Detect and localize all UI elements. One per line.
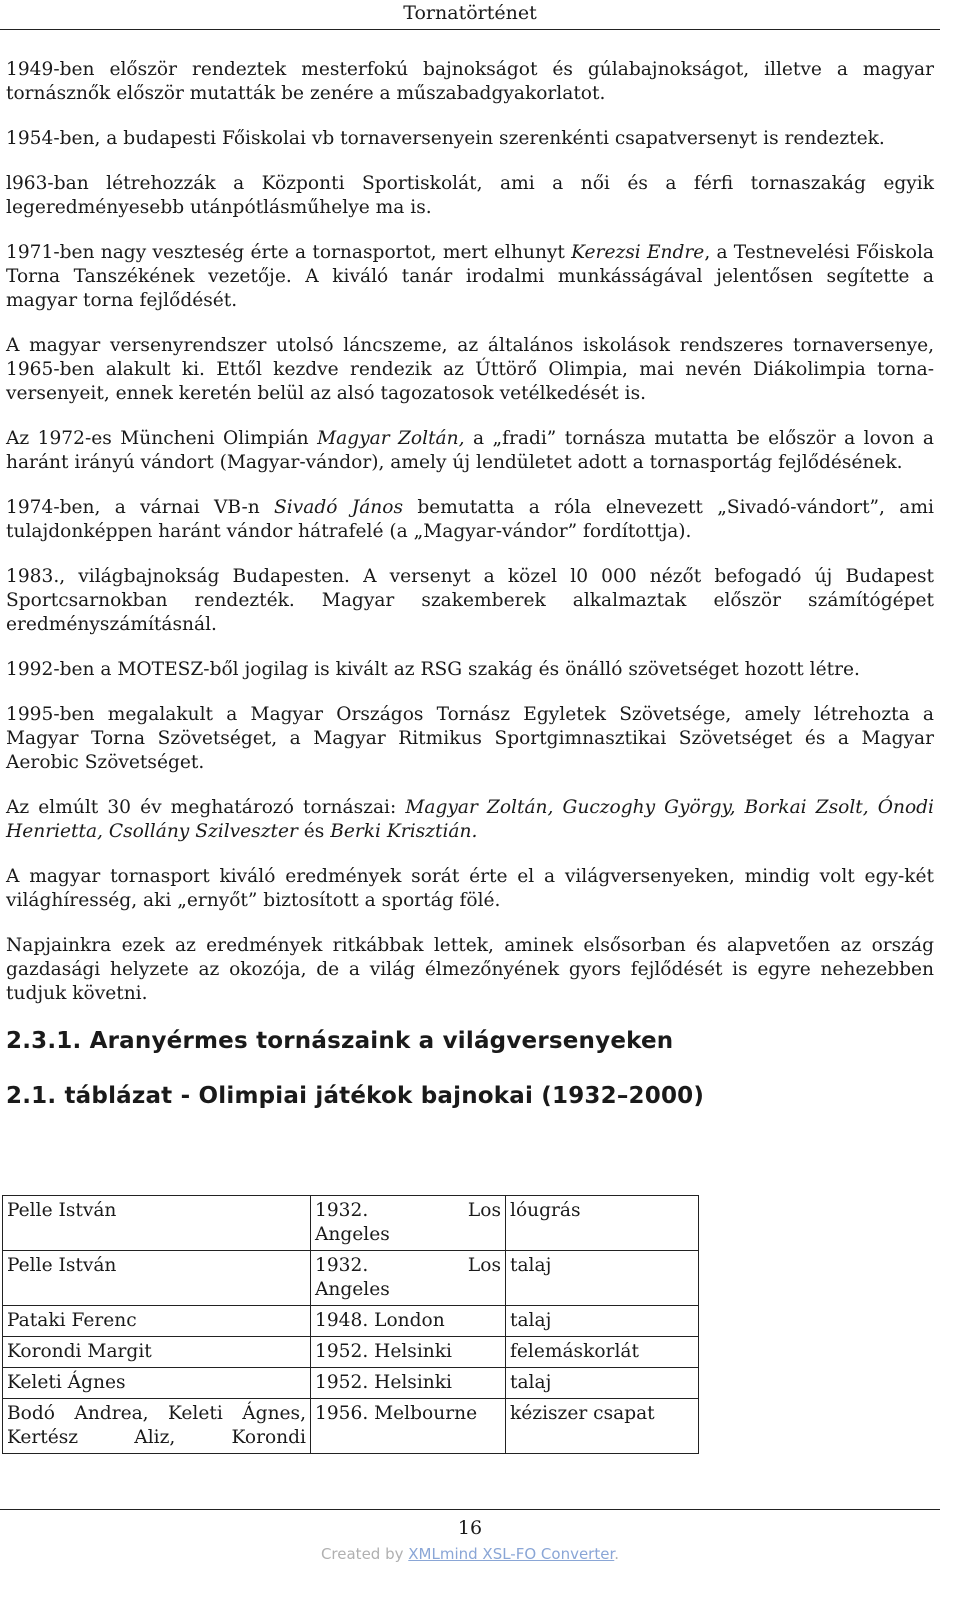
discipline-cell: lóugrás	[506, 1196, 699, 1251]
table-row	[3, 1306, 699, 1337]
italic-name: Berki Krisztián.	[330, 821, 478, 842]
credit-prefix: Created by	[320, 1545, 409, 1563]
text-run: és	[297, 821, 331, 842]
olympics-city-part: Angeles	[315, 1279, 390, 1300]
paragraph	[6, 172, 934, 220]
olympics-cell: 1948. London	[311, 1306, 506, 1337]
italic-name: Sivadó János	[274, 497, 404, 518]
athlete-name-cell: Bodó Andrea, Keleti Ágnes, Kertész Aliz, Korondi	[3, 1399, 311, 1454]
athlete-name-cell: Keleti Ágnes	[3, 1368, 311, 1399]
text-run: 1992-ben a MOTESZ-ből jogilag is kivált az RSG szakág és önálló szövetséget hozott létre.	[6, 659, 860, 680]
paragraph	[6, 427, 934, 475]
text-run: , a Testnevelési Főiskola Torna Tanszékének vezetője. A kiváló tanár irodalmi munkásságával jelentősen segítette a magyar torna fejlődését.	[6, 242, 934, 311]
document-body	[6, 58, 934, 1110]
olympics-city-part: Los	[467, 1255, 501, 1276]
text-run: a „fradi” tornásza mutatta be először a lovon a haránt irányú vándort (Magyar-vándor), amely új lendületet adott a tornasportág fejlődésének.	[6, 428, 934, 473]
olympics-year: 1932.	[315, 1200, 369, 1221]
athlete-name-cell: Pelle István	[3, 1251, 311, 1306]
olympics-cell	[311, 1196, 506, 1251]
paragraph	[6, 796, 934, 844]
text-run: Napjainkra ezek az eredmények ritkábbak lettek, aminek elsősorban és alapvetően az ország gazdasági helyzete az okozója, de a világ élmezőnyének gyors fejlődését is egyre nehezebben tudjuk követni.	[6, 935, 934, 1004]
paragraph	[6, 58, 934, 106]
italic-name: Magyar Zoltán,	[317, 428, 465, 449]
paragraph	[6, 703, 934, 775]
olympics-line	[315, 1199, 501, 1223]
olympic-champions-table	[2, 1195, 699, 1454]
table-row	[3, 1368, 699, 1399]
paragraph	[6, 865, 934, 913]
discipline-cell: talaj	[506, 1306, 699, 1337]
paragraph	[6, 934, 934, 1006]
table-row	[3, 1337, 699, 1368]
text-run: A magyar versenyrendszer utolsó láncszeme, az általános iskolások rendszeres tornaversenye, 1965-ben alakult ki. Ettől kezdve rendezik az Úttörő Olimpia, mai nevén Diákolimpia torna- versenyeit, ennek keretén belül az alsó tagozatosok vetélkedését is.	[6, 335, 934, 404]
athlete-name-cell: Pelle István	[3, 1196, 311, 1251]
table-title: 2.1. táblázat - Olimpiai játékok bajnokai (1932–2000)	[6, 1083, 705, 1109]
paragraph	[6, 565, 934, 637]
paragraph	[6, 658, 934, 682]
olympics-cell	[311, 1251, 506, 1306]
discipline-cell: kéziszer csapat	[506, 1399, 699, 1454]
footer-divider	[0, 1509, 940, 1510]
header-divider	[0, 29, 940, 30]
credit-suffix: .	[614, 1545, 620, 1563]
olympics-year: 1932.	[315, 1255, 369, 1276]
paragraph	[6, 334, 934, 406]
paragraph	[6, 496, 934, 544]
olympics-line	[315, 1254, 501, 1278]
athlete-name-cell: Pataki Ferenc	[3, 1306, 311, 1337]
text-run: 1983., világbajnokság Budapesten. A versenyt a közel l0 000 nézőt befogadó új Budapest Sportcsarnokban rendezték. Magyar szakemberek alkalmaztak először számítógépet eredményszámításnál.	[6, 566, 934, 635]
text-run: Az 1972-es Müncheni Olimpián	[6, 428, 318, 449]
table-row	[3, 1399, 699, 1454]
discipline-cell: talaj	[506, 1368, 699, 1399]
text-run: 1995-ben megalakult a Magyar Országos Tornász Egyletek Szövetsége, amely létrehozta a Magyar Torna Szövetséget, a Magyar Ritmikus Sportgimnasztikai Szövetséget és a Magyar Aerobic Szövetséget.	[6, 704, 934, 773]
table-row	[3, 1196, 699, 1251]
olympics-cell: 1952. Helsinki	[311, 1337, 506, 1368]
olympics-cell: 1956. Melbourne	[311, 1399, 506, 1454]
text-run: l963-ban létrehozzák a Központi Sportiskolát, ami a női és a férfi tornaszakág egyik legeredményesebb utánpótlásműhelye ma is.	[6, 173, 934, 218]
text-run: Az elmúlt 30 év meghatározó tornászai:	[6, 797, 406, 818]
olympics-city-part: Los	[467, 1200, 501, 1221]
text-run: 1971-ben nagy veszteség érte a tornasportot, mert elhunyt	[6, 242, 572, 263]
text-run: 1954-ben, a budapesti Főiskolai vb tornaversenyein szerenkénti csapatversenyt is rendeztek.	[6, 128, 885, 149]
text-run: bemutatta a róla elnevezett „Sivadó-vándort”, ami tulajdonképpen haránt vándor hátrafelé (a „Magyar-vándor” fordítottja).	[6, 497, 934, 542]
converter-credit	[0, 1545, 940, 1563]
olympics-cell: 1952. Helsinki	[311, 1368, 506, 1399]
athlete-name-cell: Korondi Margit	[3, 1337, 311, 1368]
paragraph	[6, 241, 934, 313]
text-run: A magyar tornasport kiváló eredmények sorát érte el a világversenyeken, mindig volt egy-két világhíresség, aki „ernyőt” biztosított a sportág fölé.	[6, 866, 934, 911]
paragraph-list	[6, 58, 934, 1006]
italic-name: Magyar Zoltán, Guczoghy György, Borkai Zsolt, Ónodi Henrietta, Csollány Szilveszter	[6, 797, 935, 842]
italic-name: Kerezsi Endre	[571, 242, 705, 263]
discipline-cell: talaj	[506, 1251, 699, 1306]
olympics-city-part: Angeles	[315, 1224, 390, 1245]
paragraph	[6, 127, 934, 151]
converter-link[interactable]: XMLmind XSL-FO Converter	[408, 1545, 615, 1563]
section-heading: 2.3.1. Aranyérmes tornászaink a világversenyeken	[6, 1028, 674, 1054]
text-run: 1974-ben, a várnai VB-n	[6, 497, 275, 518]
table-row	[3, 1251, 699, 1306]
text-run: 1949-ben először rendeztek mesterfokú bajnokságot és gúlabajnokságot, illetve a magyar tornásznők először mutatták be zenére a műszabadgyakorlatot.	[6, 59, 934, 104]
page-number: 16	[457, 1517, 483, 1539]
running-header: Tornatörténet	[403, 2, 537, 24]
discipline-cell: felemáskorlát	[506, 1337, 699, 1368]
